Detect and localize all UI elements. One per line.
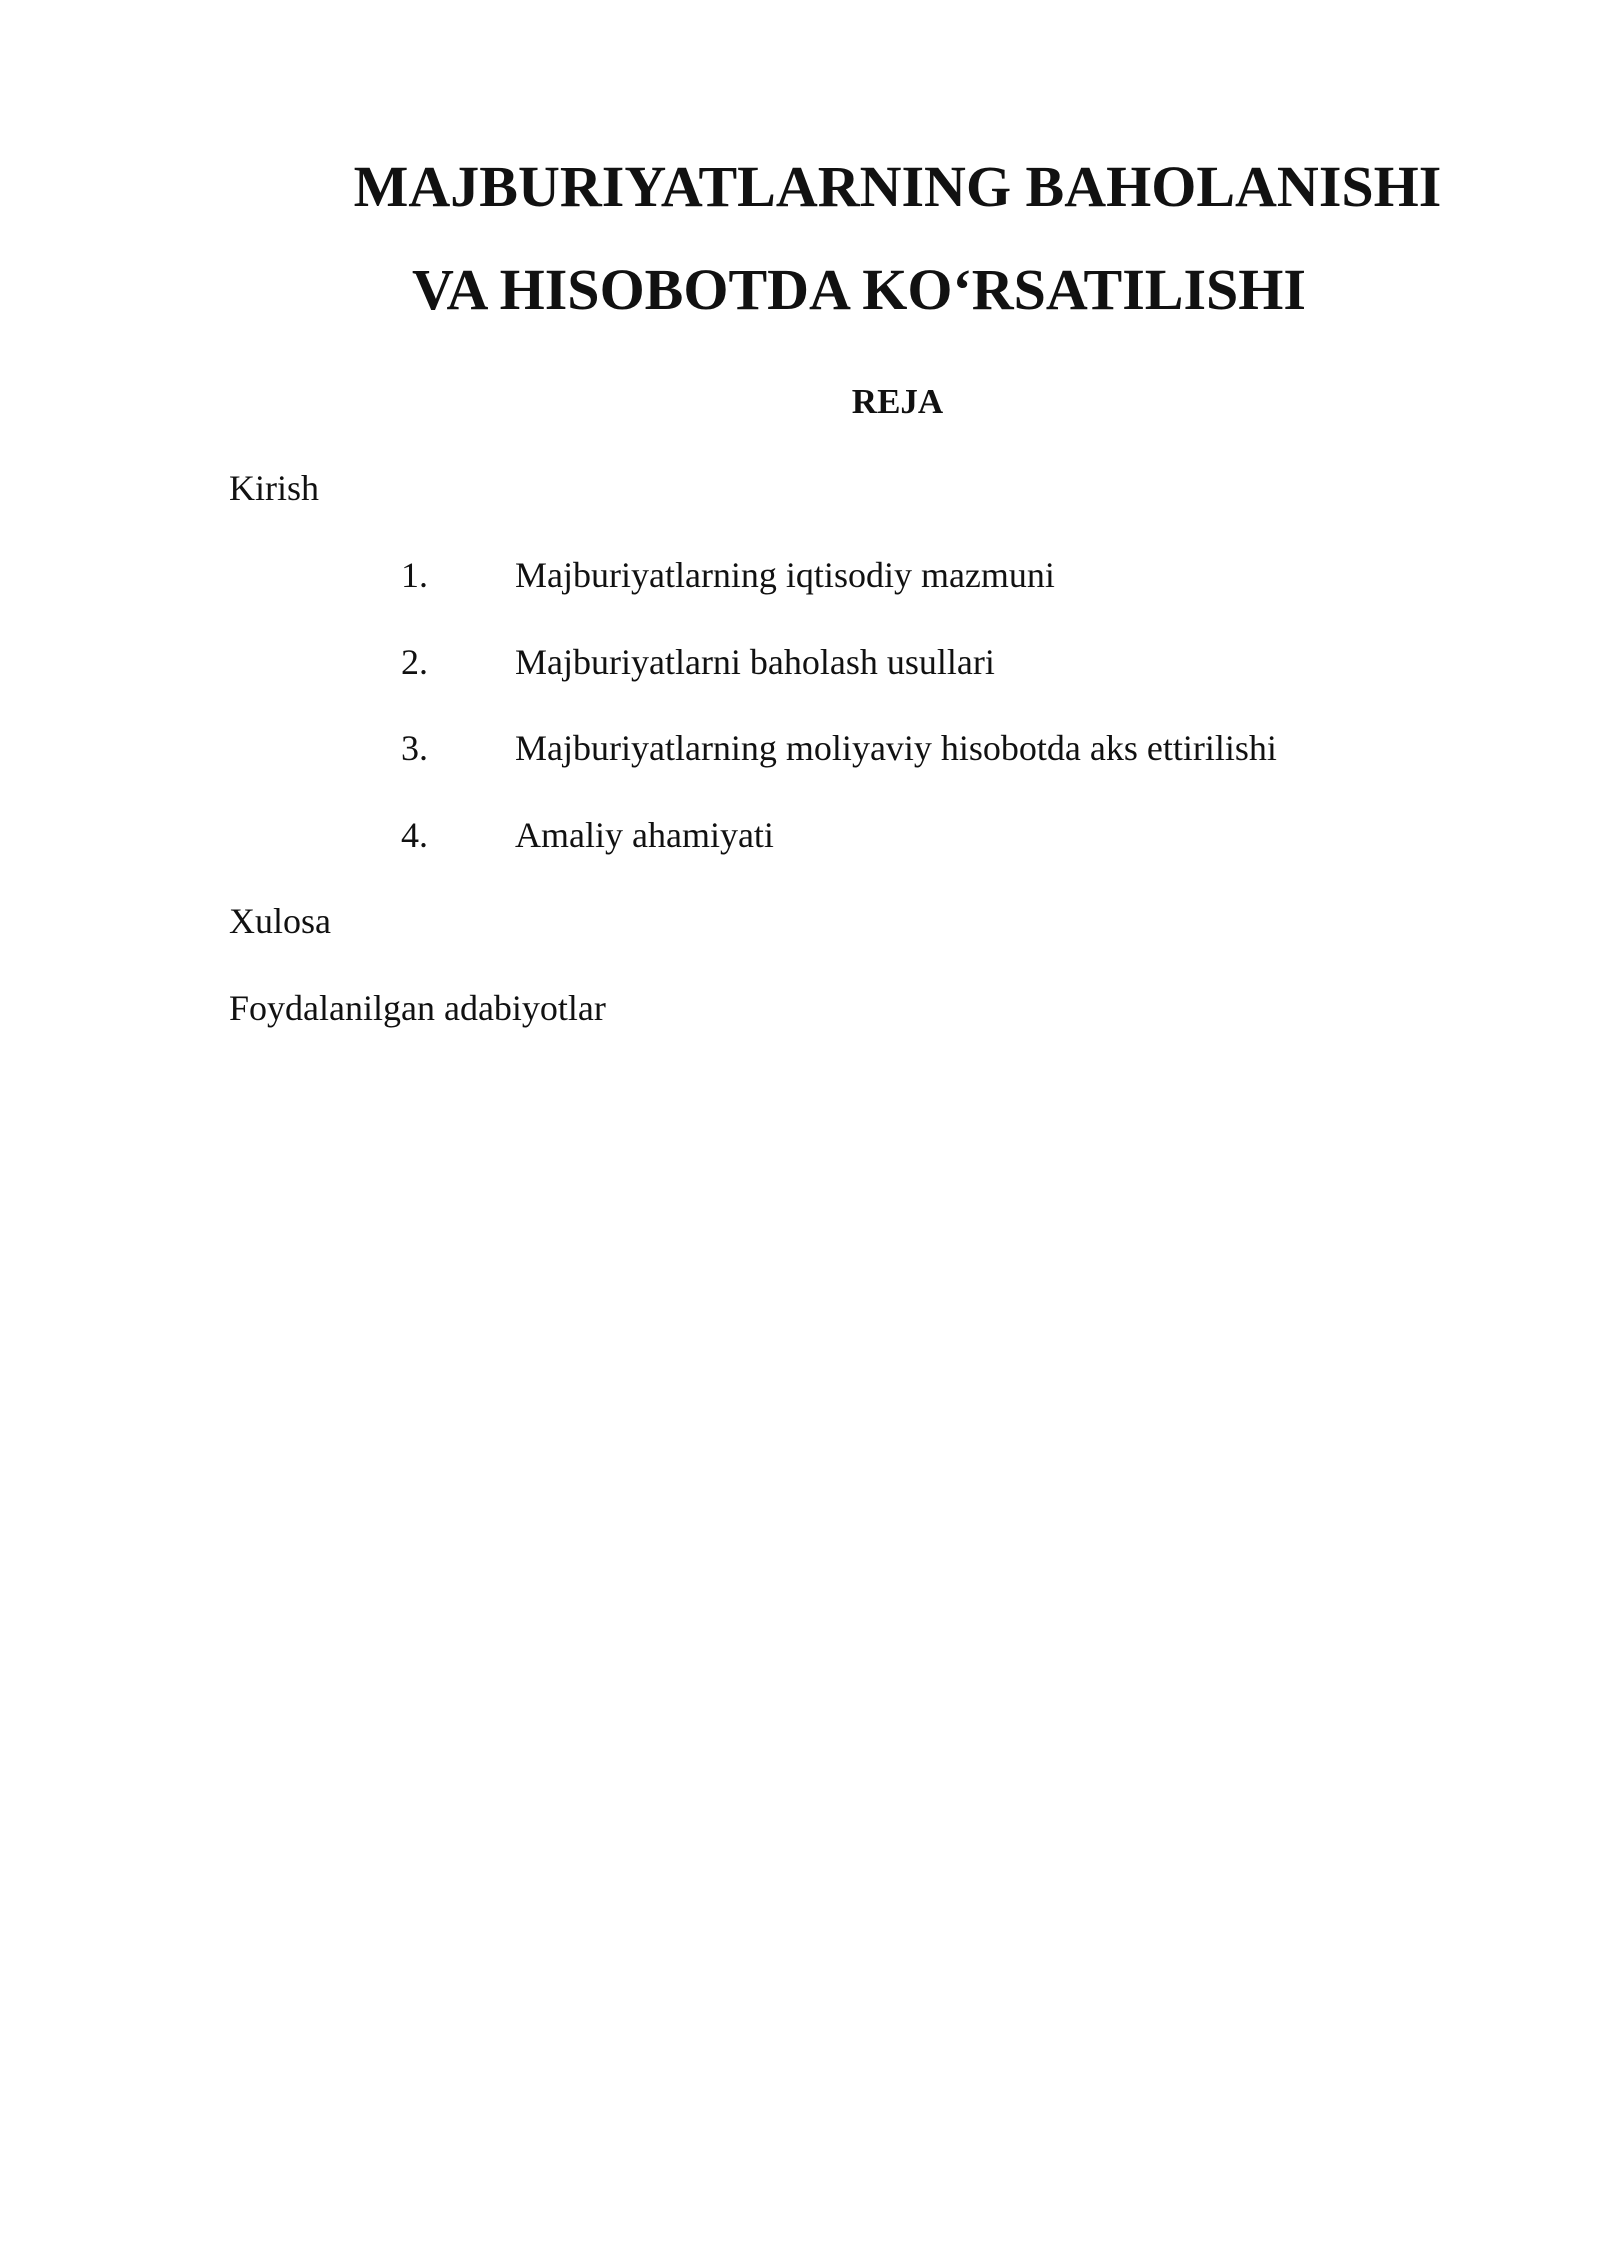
list-item-number: 1.: [401, 555, 428, 595]
list-item-text: Majburiyatlarni baholash usullari: [515, 642, 995, 682]
list-item: [0, 813, 1400, 857]
list-item-number: 4.: [401, 815, 428, 855]
list-item-number: 3.: [401, 728, 428, 768]
plan-heading: REJA: [851, 382, 944, 421]
list-item-text: Majburiyatlarning moliyaviy hisobotda aks ettirilishi: [515, 728, 1277, 768]
list-item-text: Majburiyatlarning iqtisodiy mazmuni: [515, 555, 1055, 595]
conclusion-section: Xulosa: [229, 901, 331, 941]
references-section: Foydalanilgan adabiyotlar: [229, 988, 606, 1028]
document-title-line-2: VA HISOBOTDA KO‘RSATILISHI: [412, 257, 1306, 322]
list-item: [0, 726, 1400, 770]
intro-section: Kirish: [229, 468, 319, 508]
list-item-number: 2.: [401, 642, 428, 682]
document-title-line-1: MAJBURIYATLARNING BAHOLANISHI: [353, 154, 1442, 219]
list-item: [0, 553, 1400, 597]
list-item-text: Amaliy ahamiyati: [515, 815, 774, 855]
list-item: [0, 640, 1400, 684]
